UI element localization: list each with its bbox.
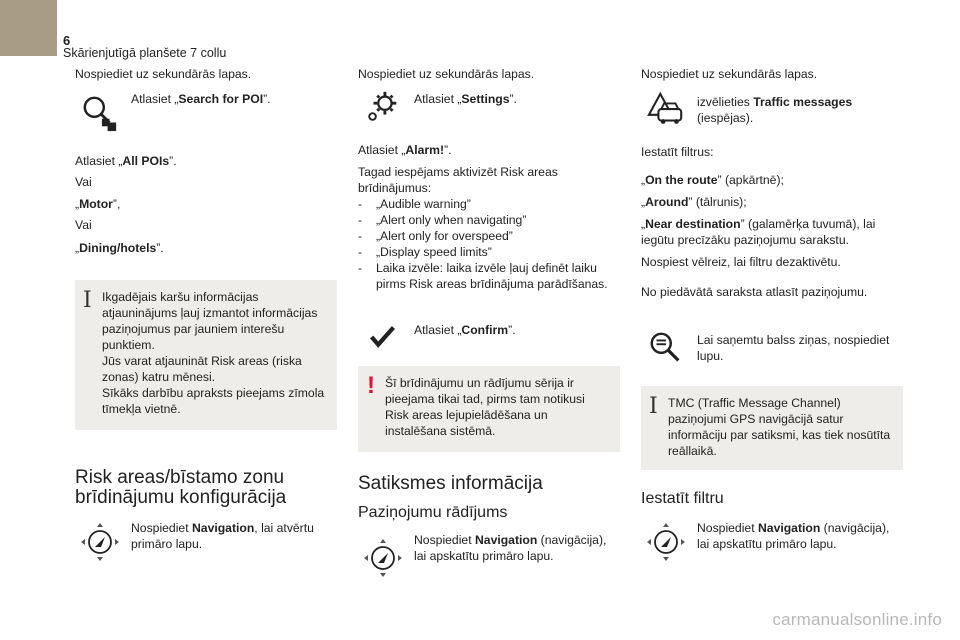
confirm-instruction: Atlasiet „Confirm”.	[414, 323, 516, 337]
checkmark-icon	[364, 318, 402, 356]
instruction-secondary-page: Nospiediet uz sekundārās lapas.	[358, 67, 535, 81]
navigation-instruction: Nospiediet Navigation (navigācija), lai apskatītu primāro lapu.	[414, 533, 607, 563]
watermark: carmanualsonline.info	[772, 610, 942, 629]
instruction-secondary-page: Nospiediet uz sekundārās lapas.	[75, 67, 252, 81]
navigation-icon	[362, 537, 404, 579]
traffic-messages-instruction: izvēlieties Traffic messages (iespējas).	[697, 95, 853, 125]
alerts-intro: Tagad iespējams aktivizēt Risk areas brīdinājumus:	[358, 165, 558, 195]
search-poi-icon	[81, 94, 119, 132]
dining-option: „Dining/hotels”.	[75, 241, 164, 255]
alert-options-list	[358, 196, 620, 292]
warning-note-text: Šī brīdinājumu un rādījumu sērija ir pieejama tikai tad, pirms tam notikusi Risk areas lejupielādēšana un instalēšana sistēmā.	[385, 376, 585, 438]
navigation-instruction: Nospiediet Navigation, lai atvērtu primāro lapu.	[131, 521, 314, 551]
instruction-secondary-page: Nospiediet uz sekundārās lapas.	[641, 67, 818, 81]
filter-around: „Around” (tālrunis);	[641, 195, 747, 209]
page-title: Skārienjutīgā planšete 7 collu	[63, 46, 227, 60]
voice-message-instruction: Lai saņemtu balss ziņas, nospiediet lupu.	[697, 333, 890, 363]
section-heading: Satiksmes informācija	[358, 473, 543, 494]
settings-instruction: Atlasiet „Settings”.	[414, 92, 517, 106]
warning-icon: !	[367, 372, 375, 399]
section-heading: Risk areas/bīstamo zonu brīdinājumu konfigurācija	[75, 467, 287, 508]
info-note-text: TMC (Traffic Message Channel) paziņojumi GPS navigācijā satur informāciju par satiksmi, kas tiek nosūtīta reāllaikā.	[668, 396, 891, 458]
info-note	[75, 280, 337, 430]
alarm-instruction: Atlasiet „Alarm!”.	[358, 143, 452, 157]
list-item: - „Alert only when navigating”	[358, 213, 527, 227]
all-pois-instruction: Atlasiet „All POIs”.	[75, 154, 177, 168]
navigation-icon	[79, 521, 121, 563]
page-number: 6	[63, 33, 71, 48]
filter-near-destination: „Near destination” (galamērķa tuvumā), lai iegūtu precīzāku paziņojumu sarakstu.	[641, 217, 876, 247]
voice-magnifier-icon	[647, 330, 685, 368]
deactivate-instruction: Nospiest vēlreiz, lai filtru dezaktivētu.	[641, 255, 841, 269]
subsection-heading: Paziņojumu rādījums	[358, 504, 508, 521]
set-filters-label: Iestatīt filtrus:	[641, 145, 714, 159]
section-heading: Iestatīt filtru	[641, 490, 724, 507]
info-icon: I	[649, 394, 658, 419]
list-item: - Laika izvēle: laika izvēle ļauj definēt laiku pirms Risk areas brīdinājuma parādīšanas.	[358, 261, 608, 291]
or-text: Vai	[75, 218, 92, 232]
traffic-messages-icon	[647, 92, 685, 130]
info-note-text: Ikgadējais karšu informācijas atjauninājums ļauj izmantot informācijas paziņojumus par jauniem interešu punktiem. Jūs varat atjaunināt Risk areas (riska zonas) katru mēnesi. Sīkāks darbību apraksts pieejams zīmola tīmekļa vietnē.	[102, 290, 325, 416]
info-icon: I	[83, 288, 92, 313]
chapter-tab	[0, 0, 57, 56]
motor-option: „Motor”,	[75, 197, 121, 211]
navigation-instruction: Nospiediet Navigation (navigācija), lai apskatītu primāro lapu.	[697, 521, 890, 551]
settings-icon	[364, 88, 402, 126]
filter-on-route: „On the route” (apkārtnē);	[641, 173, 784, 187]
warning-note	[358, 366, 620, 452]
list-item: - „Audible warning”	[358, 197, 471, 211]
navigation-icon	[645, 521, 687, 563]
list-item: - „Alert only for overspeed”	[358, 229, 513, 243]
info-note	[641, 386, 903, 470]
list-item: - „Display speed limits”	[358, 245, 492, 259]
or-text: Vai	[75, 175, 92, 189]
search-poi-instruction: Atlasiet „Search for POI”.	[131, 92, 271, 106]
select-notification-instruction: No piedāvātā saraksta atlasīt paziņojumu.	[641, 285, 868, 299]
